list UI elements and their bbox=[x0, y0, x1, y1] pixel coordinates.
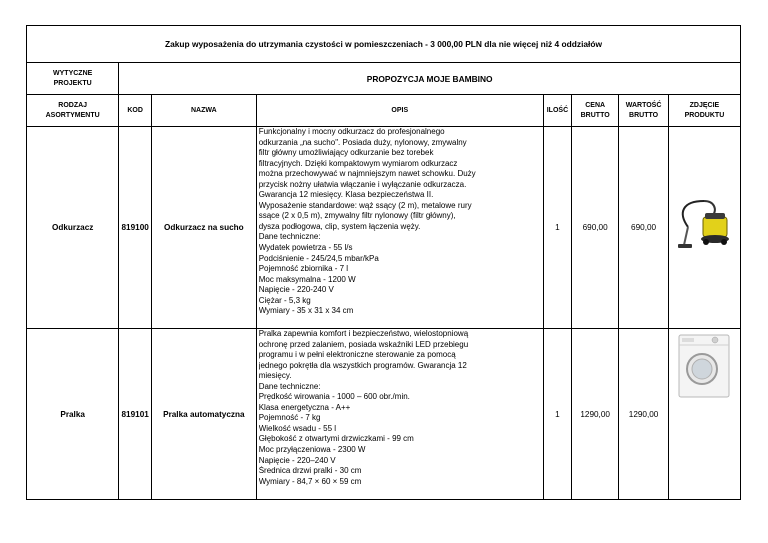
row-quantity: 1 bbox=[543, 127, 571, 329]
row-category: Odkurzacz bbox=[27, 127, 119, 329]
column-header-unit-price bbox=[572, 95, 619, 127]
row-unit-price: 1290,00 bbox=[572, 329, 619, 500]
column-header-category-line-1: RODZAJ bbox=[58, 101, 88, 109]
column-header-total-value bbox=[619, 95, 669, 127]
washing-machine-icon bbox=[675, 333, 733, 399]
column-header-total-value-line-1: WARTOŚĆ bbox=[625, 101, 662, 109]
guidelines-header-line-1: WYTYCZNE bbox=[53, 69, 93, 77]
description-line: jednego pokrętła dla wszystkich programów. Gwarancja 12 bbox=[258, 360, 467, 370]
description-line: Gwarancja 12 miesięcy. Klasa bezpieczeństwa II. bbox=[258, 190, 434, 200]
table-row bbox=[27, 127, 741, 329]
description-line: Pojemność zbiornika - 7 l bbox=[258, 264, 349, 274]
description-line: Wielkość wsadu - 55 l bbox=[258, 423, 337, 433]
row-name: Odkurzacz na sucho bbox=[151, 127, 256, 329]
description-line: przycisk nożny ułatwia włączanie i wyłączanie odkurzacza. bbox=[258, 179, 467, 189]
guidelines-header-line-2: PROJEKTU bbox=[53, 79, 92, 87]
column-header-category-line-2: ASORTYMENTU bbox=[45, 111, 100, 119]
description-line: Moc maksymalna - 1200 W bbox=[258, 274, 356, 284]
column-header-name: NAZWA bbox=[151, 95, 256, 127]
description-line: Funkcjonalny i mocny odkurzacz do profesjonalnego bbox=[258, 127, 445, 136]
description-line: dysza podłogowa, clip, system łączenia węży. bbox=[258, 221, 421, 231]
row-unit-price: 690,00 bbox=[572, 127, 619, 329]
column-header-description: OPIS bbox=[256, 95, 543, 127]
row-code: 819100 bbox=[119, 127, 152, 329]
column-header-quantity: ILOŚĆ bbox=[543, 95, 571, 127]
description-line: ochronę przed zalaniem, posiada wskaźniki LED przebiegu bbox=[258, 339, 469, 349]
description-line: Klasa energetyczna - A++ bbox=[258, 402, 351, 412]
description-line: Dane techniczne: bbox=[258, 232, 321, 242]
description-line: Głębokość z otwartymi drzwiczkami - 99 cm bbox=[258, 434, 414, 444]
description-line: Napięcie - 220–240 V bbox=[258, 455, 336, 465]
column-header-photo bbox=[668, 95, 740, 127]
description-line: Pojemność - 7 kg bbox=[258, 413, 321, 423]
description-line: Moc przyłączeniowa - 2300 W bbox=[258, 445, 366, 455]
description-line: odkurzania „na sucho". Posiada duży, nylonowy, zmywalny bbox=[258, 137, 467, 147]
description-line: Wymiary - 35 x 31 x 34 cm bbox=[258, 306, 354, 316]
row-name: Pralka automatyczna bbox=[151, 329, 256, 500]
description-line: można przechowywać w najmniejszym nawet schowku. Duży bbox=[258, 169, 476, 179]
description-line: Dane techniczne: bbox=[258, 381, 321, 391]
description-line: ssące (2 x 0,5 m), zmywalny filtr nylonowy (filtr główny), bbox=[258, 211, 456, 221]
row-description bbox=[256, 127, 543, 329]
row-photo bbox=[668, 127, 740, 329]
description-line: Ciężar - 5,3 kg bbox=[258, 295, 311, 305]
column-header-category bbox=[27, 95, 119, 127]
description-line: Wydatek powietrza - 55 l/s bbox=[258, 243, 353, 253]
row-category: Pralka bbox=[27, 329, 119, 500]
description-line: filtr główny umożliwiający odkurzanie bez torebek bbox=[258, 148, 434, 158]
column-header-photo-line-1: ZDJĘCIE bbox=[689, 101, 720, 109]
column-header-photo-line-2: PRODUKTU bbox=[684, 111, 725, 119]
column-header-unit-price-line-2: BRUTTO bbox=[580, 111, 610, 119]
column-header-code: KOD bbox=[119, 95, 152, 127]
description-line: Średnica drzwi pralki - 30 cm bbox=[258, 466, 362, 476]
row-quantity: 1 bbox=[543, 329, 571, 500]
description-line: filtracyjnych. Dzięki kompaktowym wymiarom odkurzacz bbox=[258, 158, 458, 168]
vacuum-cleaner-icon bbox=[674, 195, 734, 255]
offer-table bbox=[26, 25, 741, 500]
document-title: Zakup wyposażenia do utrzymania czystości w pomieszczeniach - 3 000,00 PLN dla nie więcej niż 4 oddziałów bbox=[27, 26, 741, 63]
row-total-value: 690,00 bbox=[619, 127, 669, 329]
column-header-unit-price-line-1: CENA bbox=[585, 101, 606, 109]
table-row bbox=[27, 329, 741, 500]
row-total-value: 1290,00 bbox=[619, 329, 669, 500]
description-line: Podciśnienie - 245/24,5 mbar/kPa bbox=[258, 253, 379, 263]
description-line: Pralka zapewnia komfort i bezpieczeństwo, wielostopniową bbox=[258, 329, 469, 338]
description-line: Wymiary - 84,7 × 60 × 59 cm bbox=[258, 476, 362, 486]
proposal-header: PROPOZYCJA MOJE BAMBINO bbox=[119, 63, 741, 95]
guidelines-header bbox=[27, 63, 119, 95]
column-header-total-value-line-2: BRUTTO bbox=[629, 111, 659, 119]
row-photo bbox=[668, 329, 740, 500]
row-description bbox=[256, 329, 543, 500]
row-code: 819101 bbox=[119, 329, 152, 500]
description-line: Prędkość wirowania - 1000 – 600 obr./min. bbox=[258, 392, 410, 402]
description-line: Napięcie - 220-240 V bbox=[258, 285, 334, 295]
description-line: miesięcy. bbox=[258, 371, 292, 381]
description-line: Wyposażenie standardowe: wąż ssący (2 m), metalowe rury bbox=[258, 200, 472, 210]
description-line: programu i w pełni elektroniczne sterowanie za pomocą bbox=[258, 350, 456, 360]
